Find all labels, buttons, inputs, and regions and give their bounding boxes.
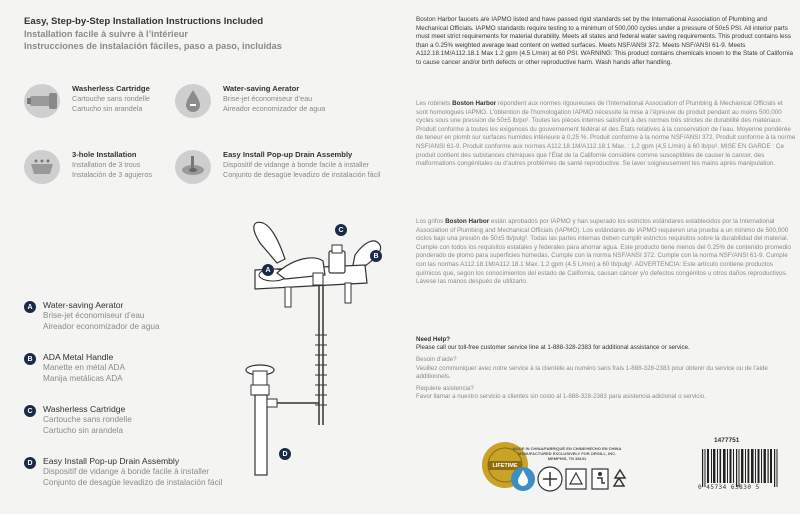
feature-label-es: Conjunto de desagüe levadizo de instalación fácil xyxy=(223,169,381,179)
feature-label-es: Instalación de 3 agujeros xyxy=(72,169,152,179)
fr-brand: Boston Harbor xyxy=(452,100,497,107)
diagram-label-c: C xyxy=(335,224,347,236)
legend-label-en: ADA Metal Handle xyxy=(43,352,114,362)
legend-label-fr: Manette en métal ADA xyxy=(43,363,125,372)
legend-badge: A xyxy=(24,301,36,313)
barcode-digits: 0 45734 63830 5 xyxy=(698,484,760,491)
right-panel xyxy=(410,0,800,514)
watersense-icon xyxy=(511,467,535,491)
legend-badge: B xyxy=(24,353,36,365)
faucet-diagram xyxy=(215,215,405,485)
drain-icon xyxy=(175,150,211,184)
cartridge-icon xyxy=(24,84,60,118)
es-body: están aprobados por IAPMO y han superado los estrictos estándares establecidos por la International Association of Plumbing and Mechanical Officials (IAPMO). Los estándares de IAPMO requieren una prueba a un mínimo de 500,000 ciclos bajo una presión de 50±5 lb/pulg². Todas las partes internas deben cumplir estrictos requisitos sobre la durabilidad del material. Cumple con todos los requisitos estatales y federales para ahorrar agua. Este producto tiene menos del 0.25% de contenido promedio ponderado de plomo para superficies húmedas. Cumple con la norma NSF/ANSI 372. Cumple con la norma NSF/ANSI 61-9. Cumple con las normas A112.18.1M/A112.18.1 Max. 1.2 gpm (4.5 L/min) a 60 lb/pulg². ADVERTENCIA: Este artículo contiene productos químicos que, según los conocimientos del estado de California, causan cáncer y/o defectos congénitos u otros daños reproductivos. Lávese las manos después de utilizarlo. xyxy=(416,218,791,286)
feature-label-fr: Cartouche sans rondelle xyxy=(72,94,150,103)
feature-label-en: Water-saving Aerator xyxy=(223,84,300,93)
certification-icons xyxy=(510,464,630,494)
feature-label-en: Washerless Cartridge xyxy=(72,84,150,93)
compliance-text-es xyxy=(416,218,796,287)
legend-label-en: Easy Install Pop-up Drain Assembly xyxy=(43,456,180,466)
title-fr: Installation facile à suivre à l’intérieur xyxy=(24,29,188,39)
compliance-text-fr xyxy=(416,100,796,169)
seal-text: LIFETIME xyxy=(492,463,518,469)
feature-label-fr: Brise-jet économiseur d’eau xyxy=(223,94,313,103)
feature-label-fr: Dispositif de vidange à bonde facile à installer xyxy=(223,160,369,169)
es-brand: Boston Harbor xyxy=(445,218,490,225)
help-section xyxy=(416,336,796,401)
model-number: 1477751 xyxy=(714,437,740,444)
legend-badge: D xyxy=(24,457,36,469)
feature-label-es: Cartucho sin arandela xyxy=(72,103,143,113)
legend-item-c xyxy=(24,404,132,436)
header xyxy=(24,16,404,52)
certifications-area xyxy=(480,420,800,514)
feature-3-hole-installation xyxy=(24,150,194,184)
feature-label-es: Aireador economizador de agua xyxy=(223,103,326,113)
feature-label-fr: Installation de 3 trous xyxy=(72,160,141,169)
legend-item-d xyxy=(24,456,222,488)
help-answer-fr: Veuillez communiquer avec notre service à la clientèle au numéro sans frais 1-888-328-2383 pour obtenir du service ou de l’aide additionnels. xyxy=(416,364,768,380)
ada-accessibility-icon xyxy=(592,469,608,489)
help-answer-es: Favor llamar a nuestro servicio a clientes sin costo al 1-888-328-2383 para asistencia adicional o servicio. xyxy=(416,393,706,401)
recycle-icon xyxy=(614,470,625,486)
diagram-label-b: B xyxy=(370,250,382,262)
fr-body: répondent aux normes rigoureuses de l’International Association of Plumbing & Mechanical Officials et sont homologués IAPMO. L’obtention de l’homologation IAPMO nécessite la mise à l’épreuve du produit pendant au moins 500,000 cycles sous une pression de 50±5 lb/po². Toutes les pièces internes satisfont à des normes très strictes de durabilité des matériaux. Produit conforme à toutes les exigences du gouvernement fédéral et des États relatives à la conservation de l’eau. Moyenne pondérée de teneur en plomb sur surfaces humides inférieure à 0,25 %. Produit conforme à la norme NSF/ANSI 372. Produit conforme à la norme NSF/ANSI 61-9. Produit conforme aux normes A112.18.1M/A112.18.1 Max. : 1,2 gpm (4,5 L/min) à 60 lb/po². MISE EN GARDE : Ce produit contient des substances chimiques que l’État de la Californie considère comme susceptibles de causer le cancer, des malformations congénitales ou d’autres problèmes de santé reproductive. Se laver soigneusement les mains après manipulation. xyxy=(416,100,796,168)
feature-washerless-cartridge xyxy=(24,84,194,118)
compliance-text-en: Boston Harbor faucets are IAPMO listed and have passed rigid standards set by the International Association of Plumbing and Mechanical Officials. IAPMO standards require testing to a minimum of 500,000 cycles under a pressure of 50±5 PSI. All interior parts must meet strict requirements for material durability. Meets all states and federal water saving requirements. This product contains less than a 0.25% weighted average lead content on wetted surfaces. Meets NSF/ANSI 372. Meets NSF/ANSI 61-9. Meets A112.18.1M/A112.18.1 Max 1.2 gpm (4.5 L/min) at 60 PSI. WARNING: This product contains chemicals known to the State of California to cause cancer and/or birth defects or other reproductive harm. Wash hands after handling. xyxy=(416,16,794,66)
help-answer-en: Please call our toll-free customer service line at 1-888-328-2383 for additional assistance or service. xyxy=(416,344,690,352)
feature-label-en: 3-hole Installation xyxy=(72,150,137,159)
legend-label-en: Washerless Cartridge xyxy=(43,404,126,414)
legend-badge: C xyxy=(24,405,36,417)
made-in-text: MADE IN CHINA/FABRIQUÉ EN CHINE/HECHO EN CHINA MANUFACTURED EXCLUSIVELY FOR ORGILL, INC. MEMPHIS, TN 38101 xyxy=(512,446,622,461)
title-en: Easy, Step-by-Step Installation Instructions Included xyxy=(24,16,264,27)
legend-label-es: Conjunto de desagüe levadizo de instalación fácil xyxy=(43,477,223,487)
title-es: Instrucciones de instalación fáciles, paso a paso, incluidas xyxy=(24,41,282,51)
legend-label-es: Aireador economizador de agua xyxy=(43,321,160,331)
help-question-fr: Besoin d’aide? xyxy=(416,356,457,364)
water-drop-icon xyxy=(175,84,211,118)
es-brand-prefix: Los grifos xyxy=(416,218,444,225)
legend-label-es: Cartucho sin arandela xyxy=(43,425,124,435)
help-question-es: Requiere asistencia? xyxy=(416,385,474,393)
legend-label-fr: Dispositif de vidange à bonde facile à installer xyxy=(43,467,210,476)
legend-item-a xyxy=(24,300,160,332)
feature-water-saving-aerator xyxy=(175,84,400,118)
legend-label-es: Manija metálicas ADA xyxy=(43,373,123,383)
legend-label-en: Water-saving Aerator xyxy=(43,300,124,310)
legend-label-fr: Cartouche sans rondelle xyxy=(43,415,132,424)
sink-icon xyxy=(24,150,60,184)
legend-item-b xyxy=(24,352,125,384)
diagram-label-d: D xyxy=(279,448,291,460)
feature-pop-up-drain xyxy=(175,150,400,184)
fr-brand-prefix: Les robinets xyxy=(416,100,451,107)
nsf-icon xyxy=(538,467,562,491)
help-question-en: Need Help? xyxy=(416,336,451,343)
feature-label-en: Easy Install Pop-up Drain Assembly xyxy=(223,150,353,159)
diagram-label-a: A xyxy=(262,264,274,276)
csa-icon xyxy=(566,469,586,489)
legend-label-fr: Brise-jet économiseur d’eau xyxy=(43,311,145,320)
